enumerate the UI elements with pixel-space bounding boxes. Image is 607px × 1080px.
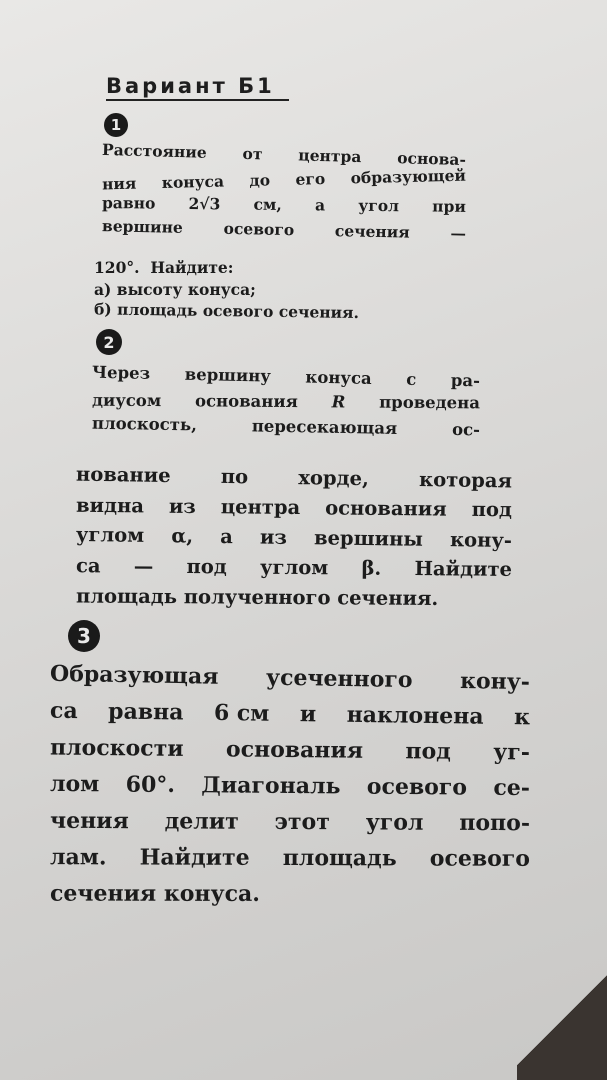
variant-title: Вариант Б1 — [106, 74, 289, 101]
text-line: 120°. Найдите: — [94, 258, 234, 277]
text-line: са — под углом β. Найдите — [75, 554, 513, 581]
question-b: б) площадь осевого сечения. — [93, 299, 360, 323]
text-line: плоскости основания под уг- — [49, 734, 531, 766]
text-line: нование по хорде, которая — [75, 462, 513, 493]
problem-2-text-bottom — [76, 463, 512, 613]
text-line: Образующая усеченного кону- — [49, 660, 531, 696]
text-line: Расстояние от центра основа- — [101, 139, 467, 170]
text-line: лам. Найдите площадь осевого — [49, 844, 531, 872]
problem-number-2: 2 — [96, 329, 122, 355]
problem-2-text-top — [92, 364, 480, 439]
text-line: углом α, а из вершины кону- — [75, 522, 513, 553]
text-line: видна из центра основания под — [75, 493, 513, 522]
text-line: плоскость, пересекающая ос- — [91, 413, 481, 440]
problem-number-3: 3 — [68, 620, 100, 652]
problem-3-text — [50, 660, 530, 912]
question-a: а) высоту конуса; — [94, 280, 256, 299]
text-line: чения делит этот угол попо- — [49, 807, 531, 837]
text-line: равно 2√3 см, а угол при — [101, 193, 467, 216]
text-line: са равна 6 см и наклонена к — [49, 697, 531, 731]
text-line: вершине осевого сечения — — [101, 216, 467, 243]
text-line: Через вершину конуса с ра- — [91, 362, 481, 391]
text-line: площадь полученного сечения. — [75, 584, 439, 611]
problem-number-1: 1 — [104, 113, 128, 137]
text-line: сечения конуса. — [49, 880, 260, 907]
text-line: диусом основания R проведена — [91, 390, 481, 413]
text-line: лом 60°. Диагональ осевого се- — [49, 770, 531, 802]
problem-1-questions — [94, 257, 474, 323]
problem-1-text — [101, 139, 467, 243]
text-line: ния конуса до его образующей — [101, 165, 467, 194]
